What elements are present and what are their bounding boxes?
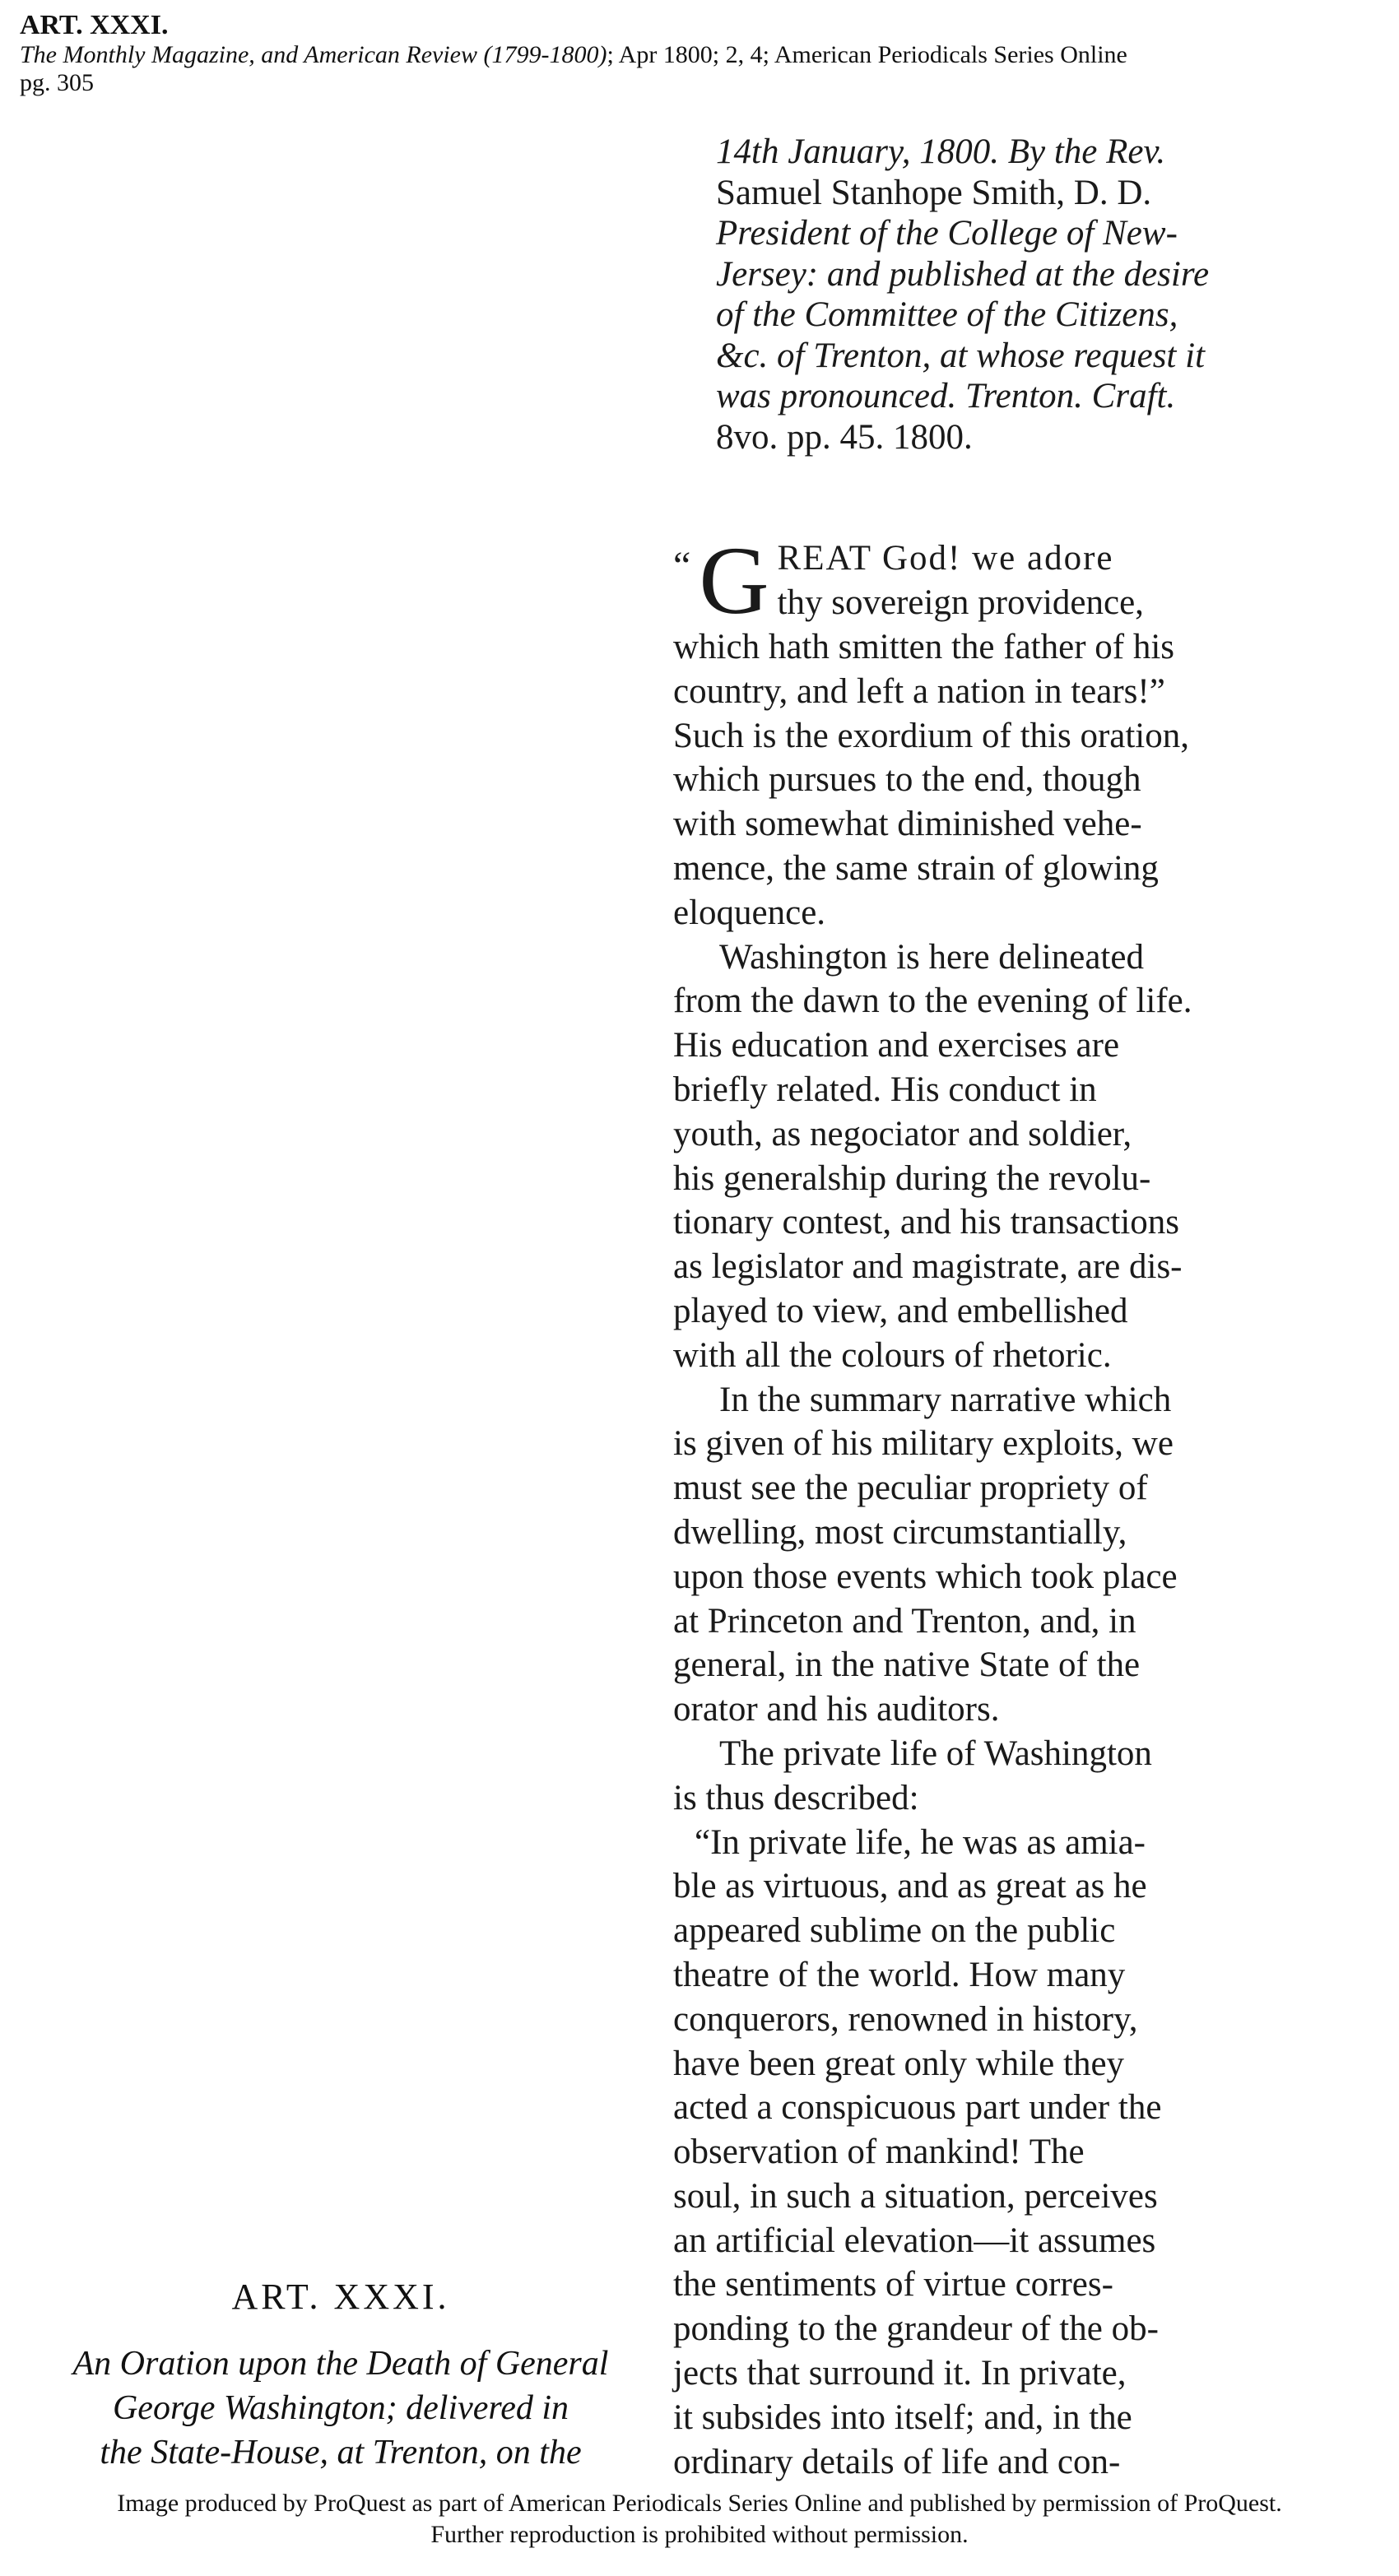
text-line: Washington is here delineated xyxy=(719,937,1144,977)
intro-line: Samuel Stanhope Smith, D. D. xyxy=(716,173,1152,212)
article-title: ART. XXXI. xyxy=(20,10,169,40)
text-line: with somewhat diminished vehe- xyxy=(673,805,1142,844)
text-line: orator and his auditors. xyxy=(673,1690,1000,1729)
intro-line: was pronounced. Trenton. Craft. xyxy=(716,377,1176,415)
article-heading: ART. XXXI. xyxy=(231,2277,450,2317)
text-line: jects that surround it. In private, xyxy=(673,2354,1127,2393)
oration-title-line: George Washington; delivered in xyxy=(112,2389,569,2427)
paragraph xyxy=(673,935,1286,1378)
text-line: from the dawn to the evening of life. xyxy=(673,982,1192,1021)
footer-line: Image produced by ProQuest as part of American Periodicals Series Online and published by permission of ProQuest. xyxy=(117,2490,1282,2517)
text-line: ble as virtuous, and as great as he xyxy=(673,1867,1147,1906)
text-line: at Princeton and Trenton, and, in xyxy=(673,1601,1136,1641)
text-line: an artificial elevation—it assumes xyxy=(673,2221,1156,2260)
text-line: is thus described: xyxy=(673,1778,919,1817)
document-header xyxy=(20,10,1378,97)
intro-line: of the Committee of the Citizens, xyxy=(716,295,1178,334)
text-line: ordinary details of life and con- xyxy=(673,2442,1121,2481)
text-line: dwelling, most circumstantially, xyxy=(673,1512,1127,1552)
text-line: Such is the exordium of this oration, xyxy=(673,716,1190,755)
quoted-paragraph xyxy=(673,1821,1286,2485)
drop-cap-letter: G xyxy=(699,527,769,634)
text-line: is given of his military exploits, we xyxy=(673,1424,1174,1464)
text-line: “In private life, he was as amia- xyxy=(695,1822,1146,1862)
paragraph xyxy=(673,1378,1286,1732)
text-line: ponding to the grandeur of the ob- xyxy=(673,2309,1159,2349)
paragraph xyxy=(673,1732,1286,1821)
intro-line: President of the College of New- xyxy=(716,214,1178,253)
text-line: observation of mankind! The xyxy=(673,2133,1085,2172)
open-quote: “ xyxy=(673,544,691,587)
intro-line: Jersey: and published at the desire xyxy=(716,254,1210,294)
proquest-footer xyxy=(0,2488,1399,2550)
text-line: appeared sublime on the public xyxy=(673,1911,1116,1951)
text-line: as legislator and magistrate, are dis- xyxy=(673,1247,1183,1287)
citation-line xyxy=(20,41,1378,69)
text-line: theatre of the world. How many xyxy=(673,1955,1126,1994)
text-line: briefly related. His conduct in xyxy=(673,1070,1097,1109)
dropcap-line: thy sovereign providence, xyxy=(777,583,1144,622)
oration-intro xyxy=(716,132,1284,457)
text-line: with all the colours of rhetoric. xyxy=(673,1335,1112,1375)
text-line: it subsides into itself; and, in the xyxy=(673,2397,1132,2437)
text-line: must see the peculiar propriety of xyxy=(673,1469,1148,1508)
text-line: The private life of Washington xyxy=(719,1734,1152,1773)
text-line: played to view, and embellished xyxy=(673,1291,1128,1330)
intro-line: &c. of Trenton, at whose request it xyxy=(716,336,1206,375)
text-line: eloquence. xyxy=(673,893,826,932)
text-line: which pursues to the end, though xyxy=(673,760,1141,800)
intro-line: 14th January, 1800. By the Rev. xyxy=(716,132,1166,171)
text-line: soul, in such a situation, perceives xyxy=(673,2176,1158,2216)
text-line: the sentiments of virtue corres- xyxy=(673,2265,1113,2304)
page-number: pg. 305 xyxy=(20,69,94,96)
text-line: acted a conspicuous part under the xyxy=(673,2088,1162,2128)
footer-line: Further reproduction is prohibited without permission. xyxy=(430,2521,969,2548)
article-body xyxy=(673,527,1286,2484)
paragraph xyxy=(673,625,1286,935)
text-line: conquerors, renowned in history, xyxy=(673,1999,1138,2039)
oration-title-line: the State-House, at Trenton, on the xyxy=(100,2434,582,2472)
text-line: have been great only while they xyxy=(673,2044,1125,2083)
text-line: His education and exercises are xyxy=(673,1026,1120,1065)
left-column xyxy=(33,2272,648,2475)
text-line: his generalship during the revolu- xyxy=(673,1158,1151,1198)
text-line: country, and left a nation in tears!” xyxy=(673,671,1165,711)
issue-info: ; Apr 1800; 2, 4; American Periodicals Series Online xyxy=(607,41,1127,68)
oration-title-line: An Oration upon the Death of General xyxy=(72,2345,609,2383)
text-line: tionary contest, and his transactions xyxy=(673,1203,1179,1242)
text-line: youth, as negociator and soldier, xyxy=(673,1114,1132,1153)
journal-name: The Monthly Magazine, and American Review (1799-1800) xyxy=(20,41,607,68)
text-line: mence, the same strain of glowing xyxy=(673,848,1159,888)
text-line: In the summary narrative which xyxy=(719,1380,1172,1419)
text-line: general, in the native State of the xyxy=(673,1645,1141,1685)
text-line: which hath smitten the father of his xyxy=(673,628,1175,666)
text-line: upon those events which took place xyxy=(673,1557,1178,1596)
dropcap-line: REAT God! we adore xyxy=(777,539,1114,578)
dropcap-block xyxy=(673,527,1286,634)
intro-line: 8vo. pp. 45. 1800. xyxy=(716,417,973,457)
